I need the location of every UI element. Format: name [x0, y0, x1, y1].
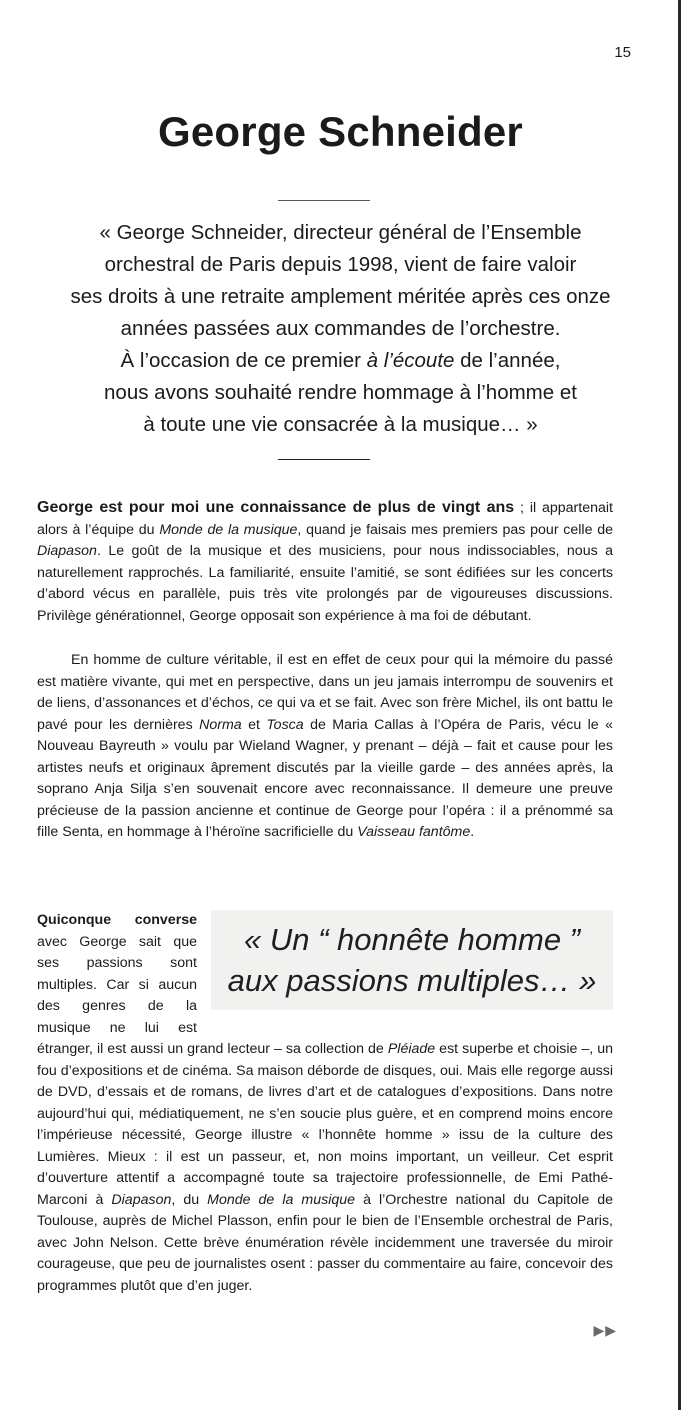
title-divider — [278, 200, 370, 201]
intro-line: nous avons souhaité rendre hommage à l’homme et — [104, 381, 577, 404]
paragraph-text: En homme de culture véritable, il est en effet de ceux pour qui la mémoire du passé est matière vivante, qui met en perspective, dans un jeu jamais interrompu de souvenirs et de liens, d’assonances et d’échos, ce qui va et se fait. Avec son frère Michel, ils ont battu le pavé pour les dernières — [37, 652, 613, 733]
paragraph-text: et — [241, 716, 267, 733]
paragraph-emphasis: Monde de la musique — [207, 1191, 356, 1208]
paragraph-emphasis: Tosca — [266, 716, 304, 733]
pull-quote-line: « Un “ honnête homme ” — [243, 922, 580, 957]
paragraph-text: avec George sait que ses passions sont multiples. Car si aucun des genres de la musique ne lui est étranger, il est aussi un grand lecteur – sa collection de — [37, 933, 388, 1057]
paragraph-emphasis: Monde de la musique — [159, 521, 298, 538]
paragraph-text: de Maria Callas à l’Opéra de Paris, vécu le « Nouveau Bayreuth » voulu par Wieland Wagner, y prenant – déjà – fait et cause pour les artistes neufs et originaux âprement discutés par la vieille garde – des années après, la soprano Anja Silja s’en souvenait encore avec reconnaissance. Il demeure une preuve précieuse de la passion ancienne et continue de George pour l’opéra : il a prénommé sa fille Senta, en hommage à l’héroïne sacrificielle du — [37, 716, 613, 840]
paragraph-text: , du — [171, 1191, 208, 1208]
paragraph-emphasis: Diapason — [37, 543, 97, 559]
body-paragraph-2 — [37, 650, 613, 844]
page-title: George Schneider — [158, 108, 523, 155]
intro-divider — [278, 459, 370, 460]
intro-text: de l’année, — [454, 349, 561, 372]
intro-line: « George Schneider, directeur général de l’Ensemble — [99, 221, 582, 244]
paragraph-emphasis: Pléiade — [387, 1041, 436, 1057]
paragraph-text: . — [470, 824, 475, 840]
intro-line: à toute une vie consacrée à la musique… » — [143, 413, 538, 436]
pull-quote — [211, 910, 613, 1010]
double-triangle-right-icon: ▶▶ — [593, 1322, 617, 1338]
intro-line — [20, 345, 661, 377]
intro-quote — [20, 217, 661, 441]
intro-text: À l’occasion de ce premier — [120, 349, 367, 372]
intro-line: ses droits à une retraite amplement méritée après ces onze — [70, 285, 611, 308]
intro-emphasis: à l’écoute — [366, 349, 455, 372]
intro-line: orchestral de Paris depuis 1998, vient de faire valoir — [104, 253, 577, 276]
paragraph-lead: Quiconque converse — [37, 912, 197, 928]
paragraph-text: ; il appartenait alors à l’équipe du — [37, 500, 613, 538]
pull-quote-line: aux passions multiples… » — [227, 963, 597, 998]
paragraph-text: à l’Orchestre national du Capitole de Toulouse, auprès de Michel Plasson, enfin pour le bien de l’Ensemble orchestral de Paris, avec John Nelson. Cette brève énumération révèle incidemment une traversée du miroir courageuse, que peu de journalistes osent : passer du commentaire au faire, concevoir des programmes plutôt que d’en juger. — [37, 1191, 614, 1294]
body-paragraph-1 — [37, 497, 613, 627]
paragraph-text: , quand je faisais mes premiers pas pour celle de — [297, 521, 613, 538]
paragraph-text: . Le goût de la musique et des musiciens, pour nous indissociables, nous a naturellement rapprochés. La familiarité, ensuite l’amitié, se sont édifiées sur les concerts d’abord vécus en parallèle, puis très vite prolongés par de vigoureuses discussions. Privilège générationnel, George opposait son expérience à ma foi de débutant. — [37, 543, 613, 624]
paragraph-emphasis: Diapason — [111, 1191, 172, 1208]
paragraph-text: est superbe et choisie –, un fou d’expositions et de cinéma. Sa maison déborde de disques, oui. Mais elle regorge aussi de DVD, d’essais et de romans, de livres d’art et de catalogues d’expositions. Dans notre aujourd’hui qui, médiatiquement, ne s’en soucie plus guère, et en comprend moins encore l’impérieuse nécessité, George illustre « l’honnête homme » issu de la culture des Lumières. Mieux : il est un passeur, et, non moins important, un veilleur. Cet esprit d’ouverture attentif a accompagné toute sa trajectoire professionnelle, de Emi Pathé-Marconi à — [37, 1041, 613, 1208]
page-number: 15 — [614, 44, 631, 61]
paragraph-lead: George est pour moi une connaissance de plus de vingt ans — [37, 499, 515, 516]
paragraph-emphasis: Vaisseau fantôme — [357, 824, 471, 840]
intro-line: années passées aux commandes de l’orchestre. — [120, 317, 561, 340]
paragraph-emphasis: Norma — [199, 716, 242, 733]
body-paragraph-3 — [37, 910, 613, 1297]
